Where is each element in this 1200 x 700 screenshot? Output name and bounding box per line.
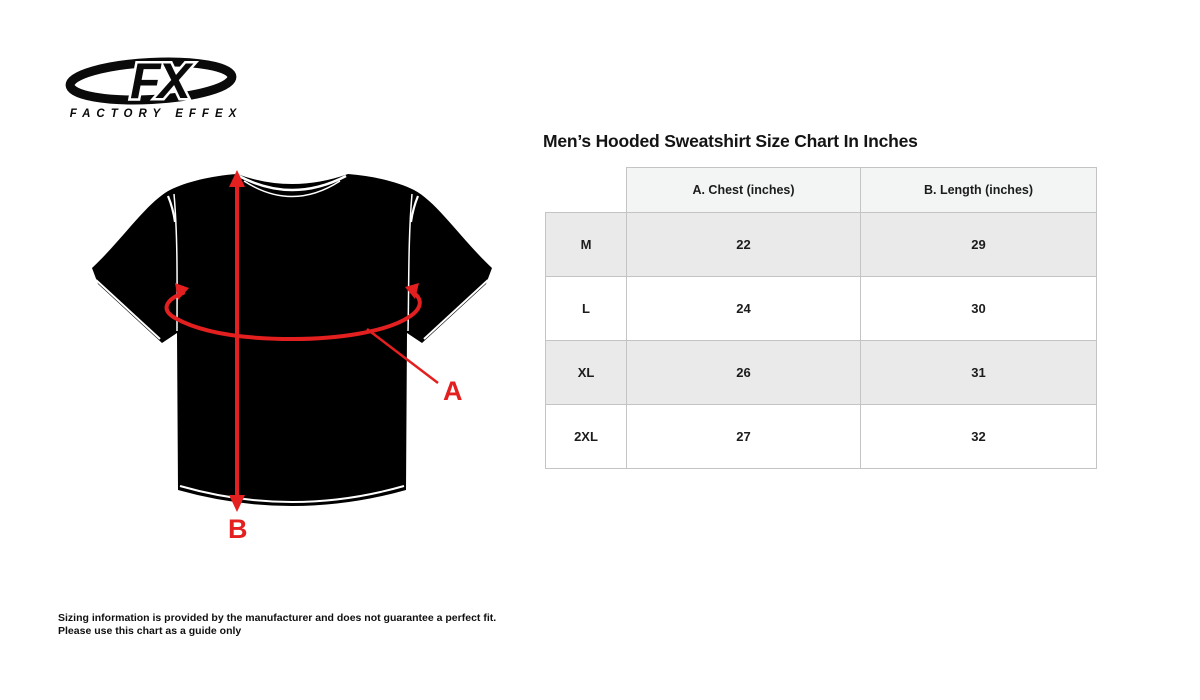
size-label: L — [546, 277, 627, 341]
sizing-disclaimer — [58, 612, 496, 638]
corner-cell — [546, 168, 627, 213]
chest-value: 26 — [627, 341, 861, 405]
logo-brand-text: FACTORY EFFEX — [69, 108, 243, 120]
length-value: 29 — [861, 213, 1097, 277]
factory-effex-logo — [56, 54, 246, 120]
size-label: XL — [546, 341, 627, 405]
size-chart-table — [545, 167, 1097, 469]
size-chart-title: Men’s Hooded Sweatshirt Size Chart In Inches — [543, 131, 918, 151]
disclaimer-line-2: Please use this chart as a guide only — [58, 625, 242, 637]
table-row-m — [546, 213, 1097, 277]
chest-label-a: A — [443, 376, 463, 406]
size-label: 2XL — [546, 405, 627, 469]
chest-value: 24 — [627, 277, 861, 341]
length-value: 30 — [861, 277, 1097, 341]
chest-column-header: A. Chest (inches) — [627, 168, 861, 213]
disclaimer-line-1: Sizing information is provided by the manufacturer and does not guarantee a perfect fit. — [58, 612, 497, 624]
table-row-l — [546, 277, 1097, 341]
header-row — [546, 168, 1097, 213]
length-label-b: B — [228, 514, 248, 544]
logo-monogram: FX — [130, 54, 188, 109]
table-row-2xl — [546, 405, 1097, 469]
size-label: M — [546, 213, 627, 277]
chest-value: 27 — [627, 405, 861, 469]
length-arrowhead-bottom — [229, 495, 245, 512]
length-column-header: B. Length (inches) — [861, 168, 1097, 213]
shirt-measurement-diagram — [62, 150, 522, 570]
length-value: 32 — [861, 405, 1097, 469]
chest-value: 22 — [627, 213, 861, 277]
table-row-xl — [546, 341, 1097, 405]
length-value: 31 — [861, 341, 1097, 405]
